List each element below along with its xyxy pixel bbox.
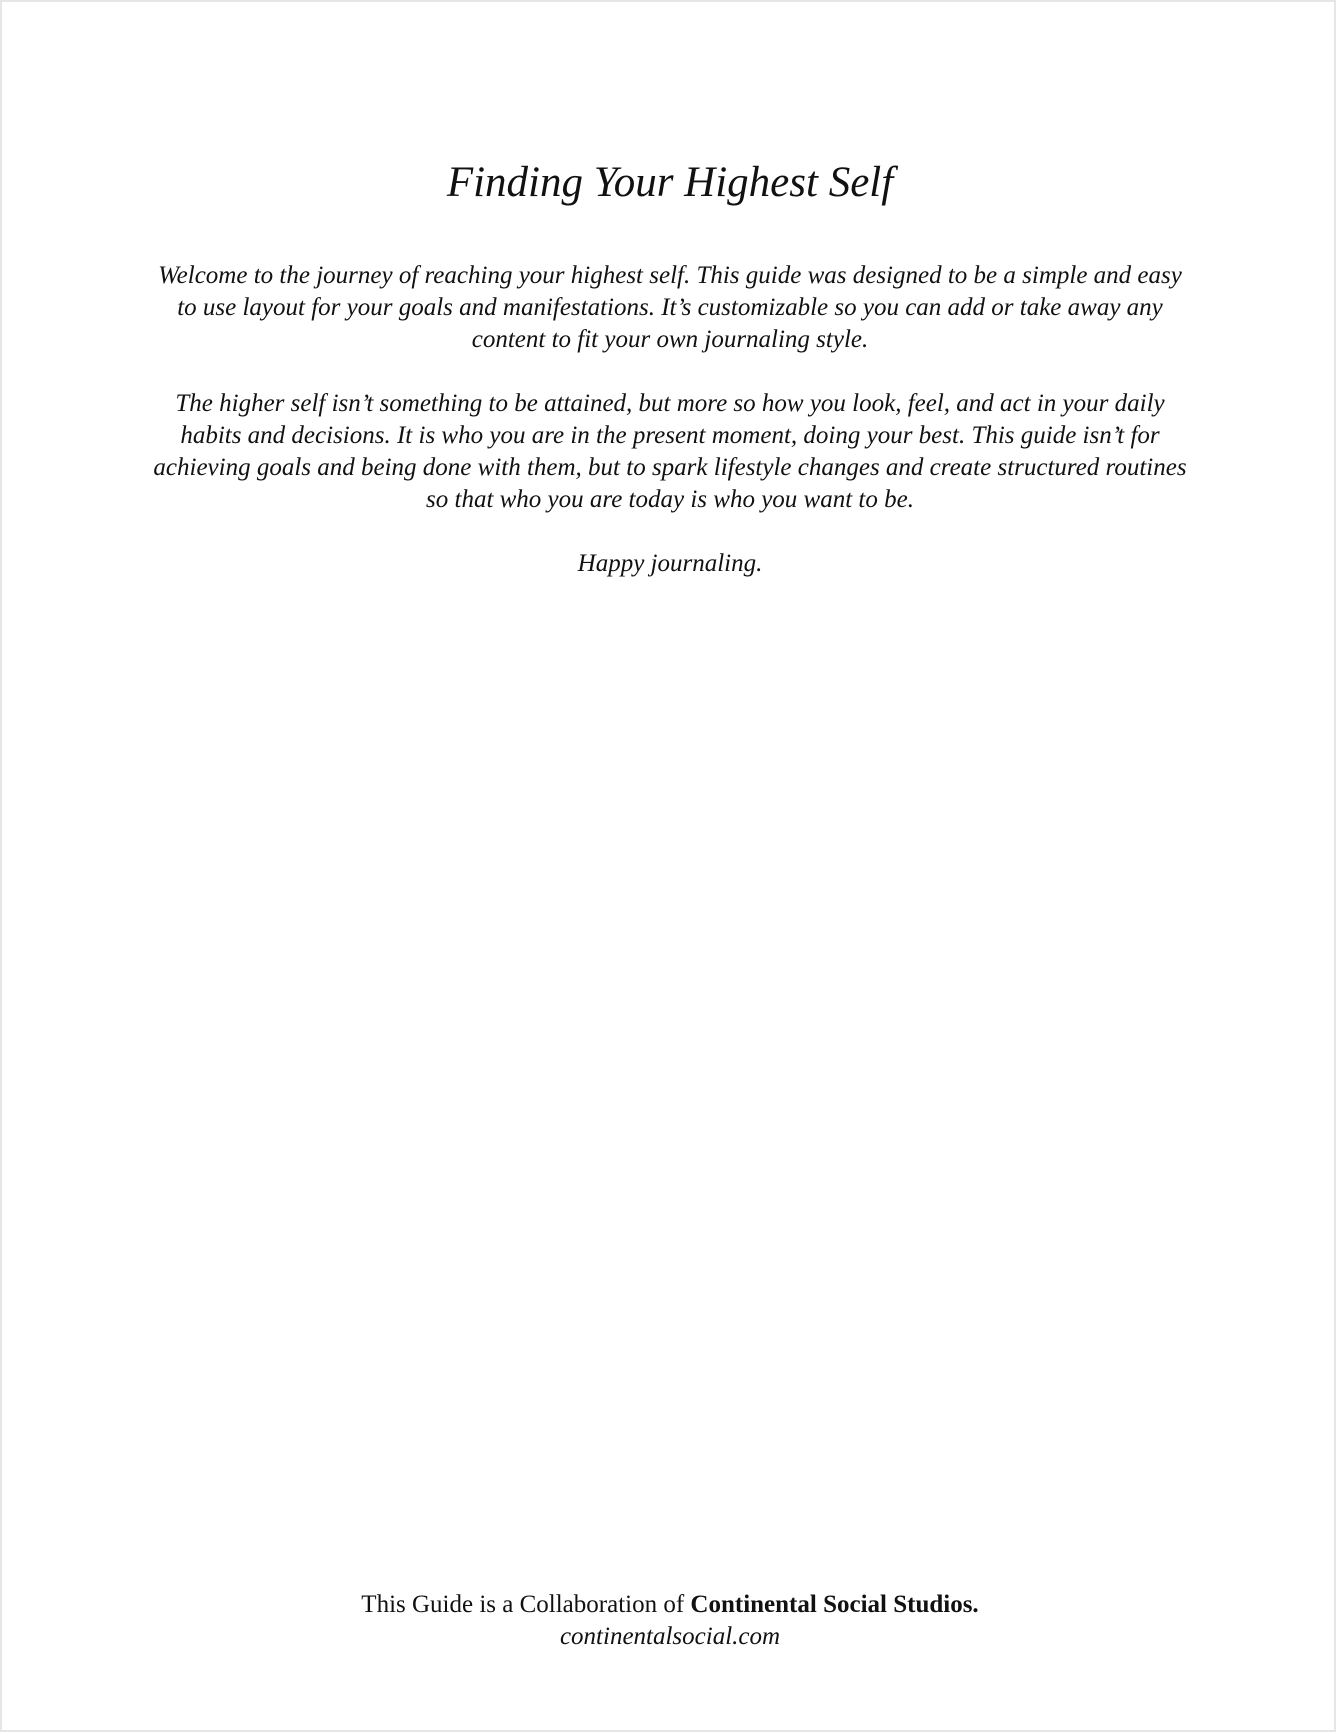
studio-name: Continental Social Studios.	[690, 1591, 979, 1618]
credit-prefix: This Guide is a Collaboration of	[361, 1591, 691, 1618]
intro-text	[152, 260, 1188, 612]
website-link[interactable]: continentalsocial.com	[559, 1623, 781, 1650]
closing-line: Happy journaling.	[577, 550, 763, 577]
footer	[2, 1589, 1336, 1653]
page-title: Finding Your Highest Self	[446, 159, 894, 206]
collaboration-credit	[2, 1589, 1336, 1621]
intro-paragraph-higher-self: The higher self isn’t something to be attained, but more so how you look, feel, and act in your daily habits and decisions. It is who you are in the present moment, doing your best. This guide isn’t for achieving goals and being done with them, but to spark lifestyle changes and create structured routines so that who you are today is who you want to be.	[153, 390, 1187, 513]
intro-paragraph-welcome: Welcome to the journey of reaching your highest self. This guide was designed to be a simple and easy to use layout for your goals and manifestations. It’s customizable so you can add or take away any content to fit your own journaling style.	[158, 262, 1182, 353]
